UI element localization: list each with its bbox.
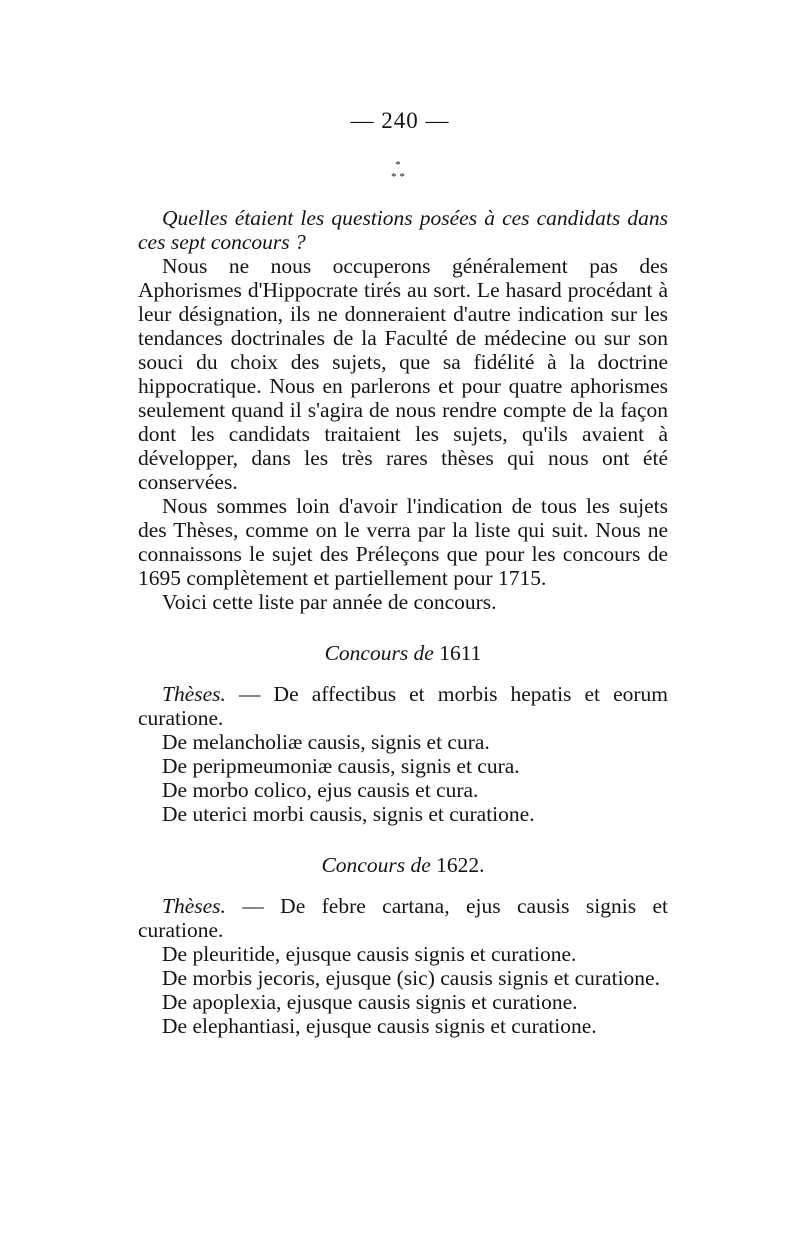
these-entry-first — [138, 894, 668, 942]
these-entry: De peripmeumoniæ causis, signis et cura. — [162, 754, 520, 778]
page-number: — 240 — — [350, 108, 450, 133]
section-separator — [383, 160, 413, 184]
these-entry: De morbo colico, ejus causis et cura. — [162, 778, 479, 802]
heading-year: 1622. — [436, 853, 485, 877]
these-entry: De uterici morbi causis, signis et curatione. — [162, 802, 535, 826]
section-heading-1611 — [138, 641, 668, 665]
these-entry: De pleuritide, ejusque causis signis et curatione. — [162, 942, 577, 966]
these-entry: De elephantiasi, ejusque causis signis et curatione. — [162, 1014, 597, 1038]
these-entry: De melancholiæ causis, signis et cura. — [162, 730, 490, 754]
paragraph-aphorismes: Nous ne nous occuperons généralement pas des Aphorismes d'Hippocrate tirés au sort. Le hasard procédant à leur désignation, ils ne donneraient d'autre indication sur les tendances doctrinales de la Faculté de médecine ou sur son souci du choix des sujets, que sa fidélité à la doctrine hippocratique. Nous en parlerons et pour quatre aphorismes seulement quand il s'agira de nous rendre compte de la façon dont les candidats traitaient les sujets, qu'ils avaient à développer, dans les très rares thèses qui nous ont été conservées. — [138, 254, 668, 494]
separator-bottom-stars: * * — [391, 171, 405, 183]
heading-word: Concours de — [324, 641, 434, 665]
these-entry-first — [138, 682, 668, 730]
question-paragraph: Quelles étaient les questions posées à ces candidats dans ces sept concours ? — [138, 206, 668, 254]
section-heading-1622 — [138, 853, 668, 877]
theses-label: Thèses. — [162, 894, 226, 918]
separator-top-star: * — [395, 159, 401, 171]
page-text — [138, 206, 668, 1038]
heading-year: 1611 — [439, 641, 482, 665]
these-text: — De affectibus et morbis hepatis et eorum curatione. — [138, 682, 668, 730]
theses-label: Thèses. — [162, 682, 226, 706]
heading-word: Concours de — [321, 853, 431, 877]
these-entry: De morbis jecoris, ejusque (sic) causis signis et curatione. — [162, 966, 660, 990]
these-text: — De febre cartana, ejus causis signis et curatione. — [138, 894, 669, 942]
paragraph-sujets: Nous sommes loin d'avoir l'indication de tous les sujets des Thèses, comme on le verra par la liste qui suit. Nous ne connaissons le sujet des Préleçons que pour les concours de 1695 complètement et partiellement pour 1715. — [138, 494, 668, 590]
these-entry: De apoplexia, ejusque causis signis et curatione. — [162, 990, 578, 1014]
paragraph-liste: Voici cette liste par année de concours. — [162, 590, 497, 614]
